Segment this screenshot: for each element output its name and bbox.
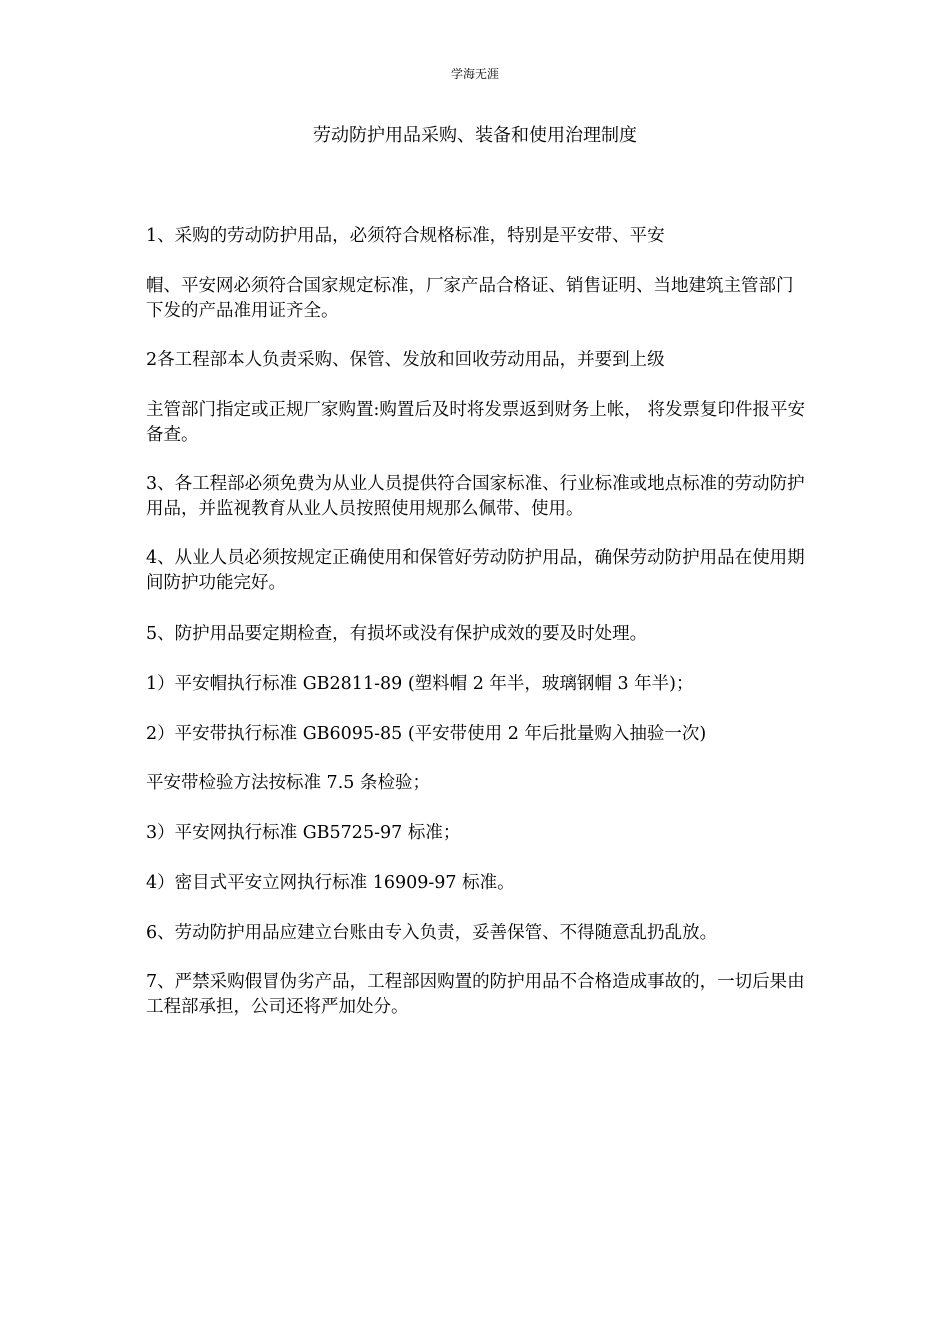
paragraph-9: 2）平安带执行标准 GB6095-85 (平安带使用 2 年后批量购入抽验一次) xyxy=(146,724,707,744)
paragraph-13: 6、劳动防护用品应建立台账由专入负责，妥善保管、不得随意乱扔乱放。 xyxy=(146,923,718,943)
paragraph-2: 帽、平安网必须符合国家规定标准，厂家产品合格证、销售证明、当地建筑主管部门下发的产品准用证齐全。 xyxy=(146,276,794,321)
document-title: 劳动防护用品采购、装备和使用治理制度 xyxy=(313,125,637,146)
page-header: 学海无涯 xyxy=(450,67,499,81)
paragraph-11: 3）平安网执行标准 GB5725-97 标准； xyxy=(146,823,461,843)
paragraph-6: 4、从业人员必须按规定正确使用和保管好劳动防护用品，确保劳动防护用品在使用期间防护功能完好。 xyxy=(146,548,805,593)
paragraph-14: 7、严禁采购假冒伪劣产品，工程部因购置的防护用品不合格造成事故的，一切后果由工程部承担，公司还将严加处分。 xyxy=(146,972,805,1017)
paragraph-7: 5、防护用品要定期检查，有损坏或没有保护成效的要及时处理。 xyxy=(146,624,648,644)
paragraph-10: 平安带检验方法按标准 7.5 条检验； xyxy=(146,773,430,793)
paragraph-8: 1）平安帽执行标准 GB2811-89 (塑料帽 2 年半，玻璃钢帽 3 年半)； xyxy=(146,674,694,694)
paragraph-1: 1、采购的劳动防护用品，必须符合规格标准，特别是平安带、平安 xyxy=(146,226,665,246)
paragraph-4: 主管部门指定或正规厂家购置:购置后及时将发票返到财务上帐， 将发票复印件报平安备查。 xyxy=(146,400,805,445)
paragraph-5: 3、各工程部必须免费为从业人员提供符合国家标准、行业标准或地点标准的劳动防护用品，并监视教育从业人员按照使用规那么佩带、使用。 xyxy=(146,474,805,519)
paragraph-12: 4）密目式平安立网执行标准 16909-97 标准。 xyxy=(146,873,515,893)
paragraph-3: 2各工程部本人负责采购、保管、发放和回收劳动用品，并要到上级 xyxy=(146,350,665,370)
